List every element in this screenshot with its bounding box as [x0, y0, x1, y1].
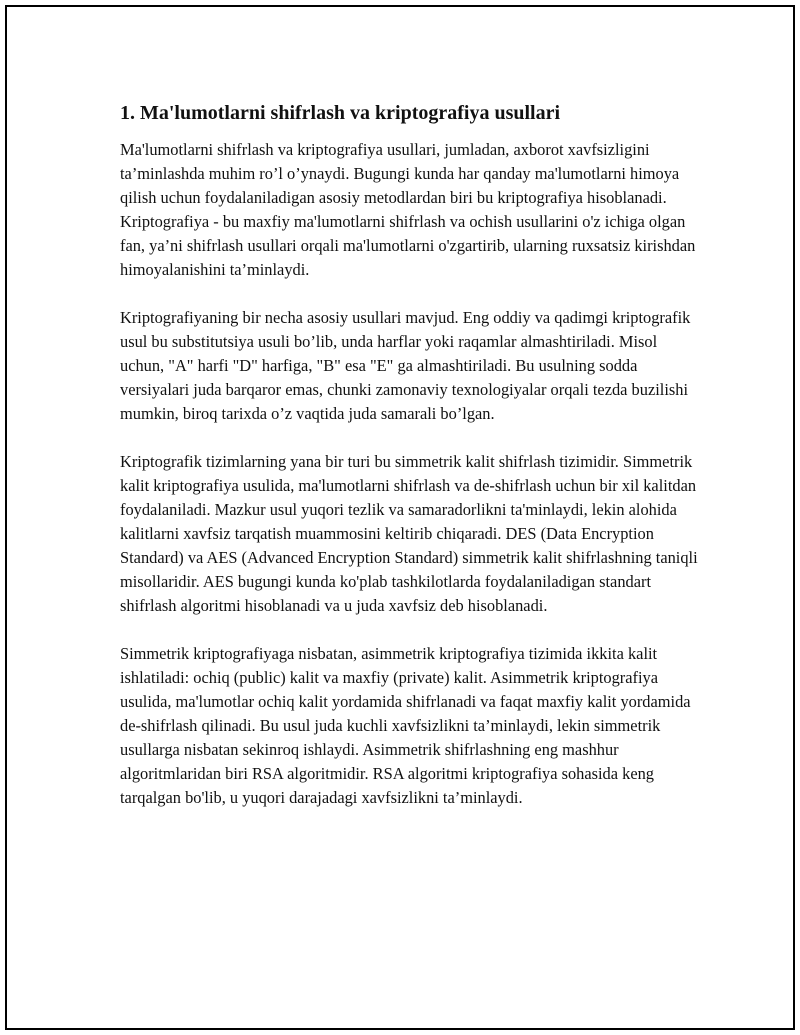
- paragraph-intro: Ma'lumotlarni shifrlash va kriptografiya usullari, jumladan, axborot xavfsizligini ta’minlashda muhim ro’l o’ynaydi. Bugungi kunda har qanday ma'lumotlarni himoya qilish uchun foydalaniladigan asosiy metodlardan biri bu kriptografiya hisoblanadi. Kriptografiya - bu maxfiy ma'lumotlarni shifrlash va ochish usullarini o'z ichiga olgan fan, ya’ni shifrlash usullari orqali ma'lumotlarni o'zgartirib, ularning ruxsatsiz kirishdan himoyalanishini ta’minlaydi.: [120, 140, 696, 279]
- paragraph-symmetric: Kriptografik tizimlarning yana bir turi bu simmetrik kalit shifrlash tizimidir. Simmetrik kalit kriptografiya usulida, ma'lumotlarni shifrlash va de-shifrlash uchun bir xil kalitdan foydalaniladi. Mazkur usul yuqori tezlik va samaradorlikni ta'minlaydi, lekin alohida kalitlarni xavfsiz tarqatish muammosini keltirib chiqaradi. DES (Data Encryption Standard) va AES (Advanced Encryption Standard) simmetrik kalit shifrlashning taniqli misollaridir. AES bugungi kunda ko'plab tashkilotlarda foydalaniladigan standart shifrlash algoritmi hisoblanadi va u juda xavfsiz deb hisoblanadi.: [120, 452, 698, 615]
- paragraph-asymmetric: Simmetrik kriptografiyaga nisbatan, asimmetrik kriptografiya tizimida ikkita kalit ishlatiladi: ochiq (public) kalit va maxfiy (private) kalit. Asimmetrik kriptografiya usulida, ma'lumotlar ochiq kalit yordamida shifrlanadi va faqat maxfiy kalit yordamida de-shifrlash qilinadi. Bu usul juda kuchli xavfsizlikni ta’minlaydi, lekin simmetrik usullarga nisbatan sekinroq ishlaydi. Asimmetrik shifrlashning eng mashhur algoritmlaridan biri RSA algoritmidir. RSA algoritmi kriptografiya sohasida keng tarqalgan bo'lib, u yuqori darajadagi xavfsizlikni ta’minlaydi.: [120, 644, 691, 807]
- document-title: 1. Ma'lumotlarni shifrlash va kriptografiya usullari: [120, 102, 561, 124]
- paragraph-substitution: Kriptografiyaning bir necha asosiy usullari mavjud. Eng oddiy va qadimgi kriptografik usul bu substitutsiya usuli bo’lib, unda harflar yoki raqamlar almashtiriladi. Misol uchun, "A" harfi "D" harfiga, "B" esa "E" ga almashtiriladi. Bu usulning sodda versiyalari juda barqaror emas, chunki zamonaviy texnologiyalar orqali tezda buzilishi mumkin, biroq tarixda o’z vaqtida juda samarali bo’lgan.: [120, 308, 691, 423]
- page-frame: [5, 5, 795, 1030]
- document-body: [120, 98, 700, 834]
